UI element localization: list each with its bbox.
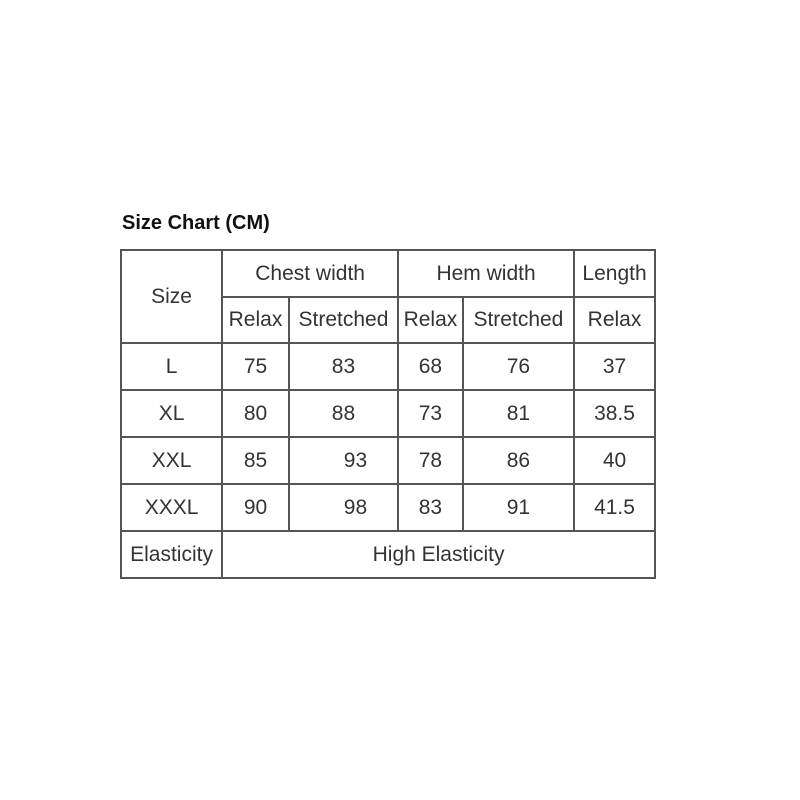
table-row — [121, 484, 655, 531]
cell-hem-relax: 83 — [398, 484, 463, 531]
cell-size: XL — [121, 390, 222, 437]
cell-length-relax: 38.5 — [574, 390, 655, 437]
cell-size: XXL — [121, 437, 222, 484]
subheader-length-relax: Relax — [574, 297, 655, 343]
header-length: Length — [574, 250, 655, 297]
cell-length-relax: 41.5 — [574, 484, 655, 531]
cell-chest-stretched: 83 — [289, 343, 398, 390]
table-header-row — [121, 250, 655, 297]
cell-hem-relax: 78 — [398, 437, 463, 484]
header-size: Size — [121, 250, 222, 343]
cell-hem-stretched: 86 — [463, 437, 574, 484]
subheader-chest-stretched: Stretched — [289, 297, 398, 343]
subheader-chest-relax: Relax — [222, 297, 289, 343]
cell-chest-relax: 90 — [222, 484, 289, 531]
table-row — [121, 343, 655, 390]
cell-hem-stretched: 76 — [463, 343, 574, 390]
cell-chest-relax: 85 — [222, 437, 289, 484]
cell-hem-relax: 68 — [398, 343, 463, 390]
cell-hem-relax: 73 — [398, 390, 463, 437]
table-row — [121, 390, 655, 437]
size-chart-table — [120, 249, 656, 579]
header-chest-width: Chest width — [222, 250, 398, 297]
cell-hem-stretched: 81 — [463, 390, 574, 437]
cell-size: XXXL — [121, 484, 222, 531]
footer-elasticity-label: Elasticity — [121, 531, 222, 578]
header-hem-width: Hem width — [398, 250, 574, 297]
cell-chest-stretched: 98 — [289, 484, 398, 531]
cell-size: L — [121, 343, 222, 390]
cell-hem-stretched: 91 — [463, 484, 574, 531]
size-chart-title: Size Chart (CM) — [122, 212, 270, 234]
cell-length-relax: 40 — [574, 437, 655, 484]
footer-elasticity-value: High Elasticity — [222, 531, 655, 578]
cell-chest-stretched: 88 — [289, 390, 398, 437]
subheader-hem-relax: Relax — [398, 297, 463, 343]
table-footer-row — [121, 531, 655, 578]
cell-length-relax: 37 — [574, 343, 655, 390]
table-row — [121, 437, 655, 484]
cell-chest-stretched: 93 — [289, 437, 398, 484]
cell-chest-relax: 80 — [222, 390, 289, 437]
cell-chest-relax: 75 — [222, 343, 289, 390]
subheader-hem-stretched: Stretched — [463, 297, 574, 343]
